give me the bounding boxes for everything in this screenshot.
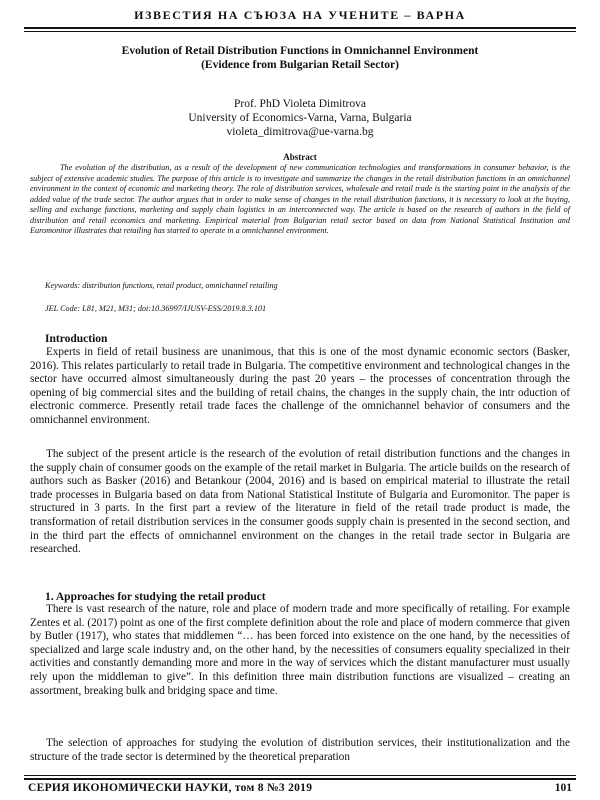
author-block bbox=[40, 97, 560, 139]
jel-code: JEL Code: L81, M21, M31; doi:10.36997/IJUSV-ESS/2019.8.3.101 bbox=[45, 304, 267, 313]
series-info: СЕРИЯ ИКОНОМИЧЕСКИ НАУКИ, том 8 №3 2019 bbox=[28, 782, 313, 794]
page-number: 101 bbox=[554, 782, 572, 794]
title-line-1: Evolution of Retail Distribution Functions in Omnichannel Environment bbox=[121, 45, 479, 57]
intro-paragraph-2: The subject of the present article is the research of the evolution of retail distribution functions and the changes in the supply chain of consumer goods on the example of the retail market in Bulgaria. The article builds on the research of authors such as Basker (2016) and Betankour (2004, 2016) and is based on empirical material to illustrate the retail trade processes in Bulgaria based on data from National Statistical Institute of Bulgaria and Euromonitor. The paper is structured in 3 parts. In the first part a review of the literature in field of the retail trade product is made, the transformation of retail distribution services in the consumer goods supply chain is presented in the second section, and in the third part the effects of omnichannel environment on the changes in the retail trade sector in Bulgaria are researched. bbox=[30, 448, 570, 556]
abstract-text: The evolution of the distribution, as a result of the development of new communication technologies and transformations in consumer behavior, is the subject of extensive academic studies. The purpose of this article is to investigate and summarize the changes in the retail distribution functions in an omnichannel environment in the context of economic and marketing theory. The role of distribution services, wholesale and retail trade is the starting point in the analysis of the added value of the trade sector. The author argues that in order to make sense of changes in the retail distribution functions, it is necessary to look at the buying, selling and exchange functions, marketing and supply chain logistics in an interconnected way. The article is based on the research of authors in the field of distribution and retail economics and marketing. Empirical material from Bulgarian retail sector based on data from National Statistical Institution and Euromonitor illustrates that retailing has started to operate in a omnichannel environment. bbox=[30, 163, 570, 235]
keywords: Keywords: distribution functions, retail product, omnichannel retailing bbox=[45, 281, 278, 290]
abstract-heading: Abstract bbox=[283, 152, 317, 162]
journal-footer bbox=[24, 775, 576, 796]
author-email: violeta_dimitrova@ue-varna.bg bbox=[226, 126, 374, 138]
section-heading-introduction: Introduction bbox=[45, 333, 108, 345]
author-name: Prof. PhD Violeta Dimitrova bbox=[234, 98, 366, 110]
section-heading-1: 1. Approaches for studying the retail product bbox=[45, 591, 266, 603]
title-line-2: (Evidence from Bulgarian Retail Sector) bbox=[201, 59, 399, 71]
author-affiliation: University of Economics-Varna, Varna, Bulgaria bbox=[188, 112, 412, 124]
paper-title bbox=[40, 44, 560, 72]
journal-header: ИЗВЕСТИЯ НА СЪЮЗА НА УЧЕНИТЕ – ВАРНА bbox=[24, 8, 576, 29]
section1-paragraph-2: The selection of approaches for studying the evolution of distribution services, their institutionalization and the structure of the trade sector is determined by the theoretical preparation bbox=[30, 737, 570, 763]
intro-paragraph-1: Experts in field of retail business are unanimous, that this is one of the most dynamic economic sectors (Basker, 2016). This relates particularly to retail trade in Bulgaria. The competitive environment and technological changes in the sector have occurred almost simultaneously during the past 20 years – the processes of concentration through the opening of big commercial sites and the building of retail chains, the changes in the supply chain, the intr oduction of electronic commerce. Presently retail trade faces the challenge of the omnichannel behavior of consumers and the omnichannel environment. bbox=[30, 346, 570, 426]
section1-paragraph-1: There is vast research of the nature, role and place of modern trade and more specifically of retailing. For example Zentes et al. (2017) point as one of the first complete definition about the role and place of modern commerce that given by Butler (1917), who states that middlemen “… has been forced into existence on the one hand, by the necessities of specialized and large scale industry and, on the other hand, by the necessities of consumers equality specialized in their activities and constantly demanding more and more in the way of services which the distant manufacturer must usually rely upon the middleman to give”. In this definition three main distribution functions are visualized – creating an assortment, breaking bulk and bridging space and time. bbox=[30, 603, 570, 697]
